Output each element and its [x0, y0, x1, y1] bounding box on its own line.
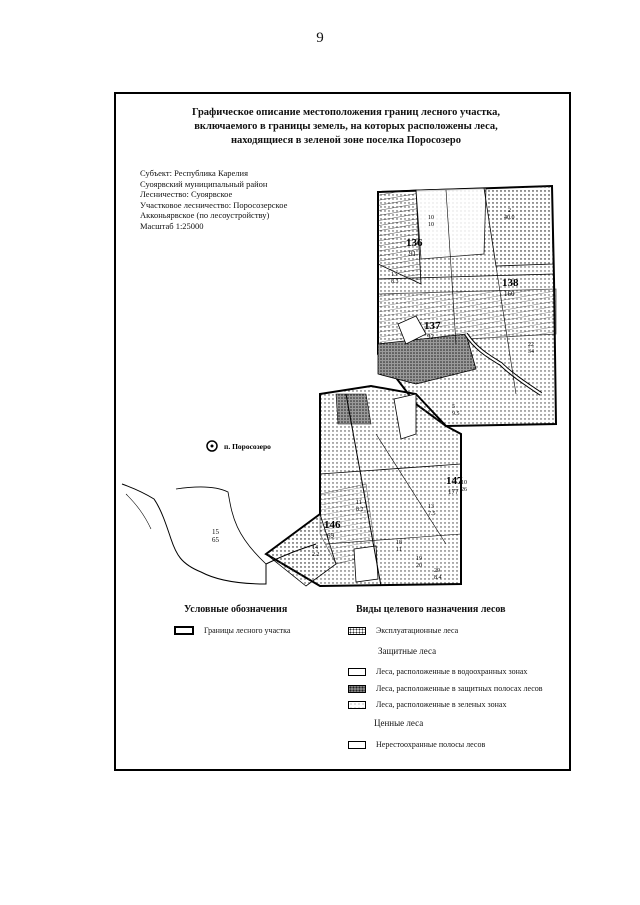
compartment-value: 8.2: [356, 507, 364, 513]
compartment-label: 13: [428, 504, 434, 510]
compartment-value: 8.3: [391, 279, 399, 285]
quarter-137: 137: [424, 320, 441, 332]
settlement-marker: [207, 441, 217, 451]
compartment-label: 10: [428, 215, 434, 221]
legend-protective-strips-label: Леса, расположенные в защитных полосах лесов: [376, 684, 543, 693]
lake-label-bottom: 65: [212, 536, 219, 544]
quarter-136-area: 91: [409, 250, 416, 258]
compartment-label: 2: [508, 208, 511, 214]
legend-exploitation-label: Эксплуатационные леса: [376, 626, 459, 635]
meta-scale: Масштаб 1:25000: [140, 220, 204, 231]
compartment-value: 20: [416, 563, 422, 569]
quarter-147: 147: [446, 475, 463, 487]
compartment-value: 11: [396, 547, 402, 553]
quarter-146: 146: [324, 519, 341, 531]
compartment-label: 10: [461, 480, 467, 486]
compartment-label: 5: [452, 404, 455, 410]
meta-subject: Субъект: Республика Карелия: [140, 168, 249, 178]
boundary-swatch: [174, 626, 194, 635]
spawning-swatch: [348, 741, 366, 749]
meta-local-forestry: Участковое лесничество: Поросозерское: [140, 199, 288, 210]
compartment-value: 34: [528, 349, 534, 355]
quarter-138: 138: [502, 277, 519, 289]
meta-district: Суоярвский муниципальный район: [140, 178, 268, 189]
quarter-147-area: 177: [448, 488, 459, 496]
compartment-label: 18: [396, 540, 402, 546]
compartment-value: 40.0: [504, 215, 515, 221]
exploitation-swatch: [348, 627, 366, 635]
compartment-label: 22: [528, 342, 534, 348]
compartment-value: 7.5: [428, 511, 436, 517]
legend-protective-strips: [348, 684, 543, 693]
legend-boundary: [174, 626, 290, 635]
quarter-138-area: 160: [504, 290, 515, 298]
compartment-value: 2.2: [312, 552, 320, 558]
legend-protective-title: Защитные леса: [378, 646, 437, 656]
meta-forestry: Лесничество: Суоярвское: [140, 189, 233, 199]
legend-boundary-label: Границы лесного участка: [204, 626, 291, 635]
legend-exploitation: [348, 626, 458, 635]
quarter-137-area: 92: [427, 333, 434, 341]
legend-spawning: [348, 740, 485, 749]
settlement-label: п. Поросозеро: [224, 442, 271, 451]
compartment-label: 11: [356, 500, 362, 506]
legend-valuable-title: Ценные леса: [374, 718, 424, 728]
legend-water-protection-label: Леса, расположенные в водоохранных зонах: [376, 667, 528, 676]
compartment-label: 13: [391, 272, 397, 278]
water-protection-swatch: [348, 668, 366, 676]
protective-strips-swatch: [348, 685, 366, 693]
page-number: 9: [316, 30, 324, 46]
lower-block: [266, 386, 461, 586]
compartment-value: 9.5: [452, 411, 460, 417]
green-zones-swatch: [348, 701, 366, 709]
compartment-value: 10: [428, 222, 434, 228]
map-title: Графическое описание местоположения границ лесного участка, включаемого в границы земель, на которых расположены леса, находящиеся в зеленой зоне поселка Поросозеро: [191, 107, 501, 146]
meta-management: Акконьярвское (по лесоустройству): [140, 210, 270, 220]
compartment-label: 19: [416, 556, 422, 562]
compartment-value: 26: [461, 487, 467, 493]
quarter-136: 136: [406, 237, 423, 249]
legend-green-zones-label: Леса, расположенные в зеленых зонах: [376, 700, 507, 709]
map-frame: [114, 92, 571, 771]
upper-block: [378, 186, 556, 426]
legend-spawning-label: Нерестоохранные полосы лесов: [376, 740, 486, 749]
quarter-146-area: 69: [327, 532, 334, 540]
compartment-label: 29: [434, 568, 440, 574]
legend-green-zones: [348, 700, 506, 709]
lake-label-top: 15: [212, 528, 219, 536]
legend-water-protection: [348, 667, 527, 676]
legend-purpose-title: Виды целевого назначения лесов: [356, 604, 506, 615]
compartment-value: 8.4: [434, 575, 442, 581]
compartment-label: 14: [312, 545, 318, 551]
legend-symbols-title: Условные обозначения: [184, 604, 288, 615]
